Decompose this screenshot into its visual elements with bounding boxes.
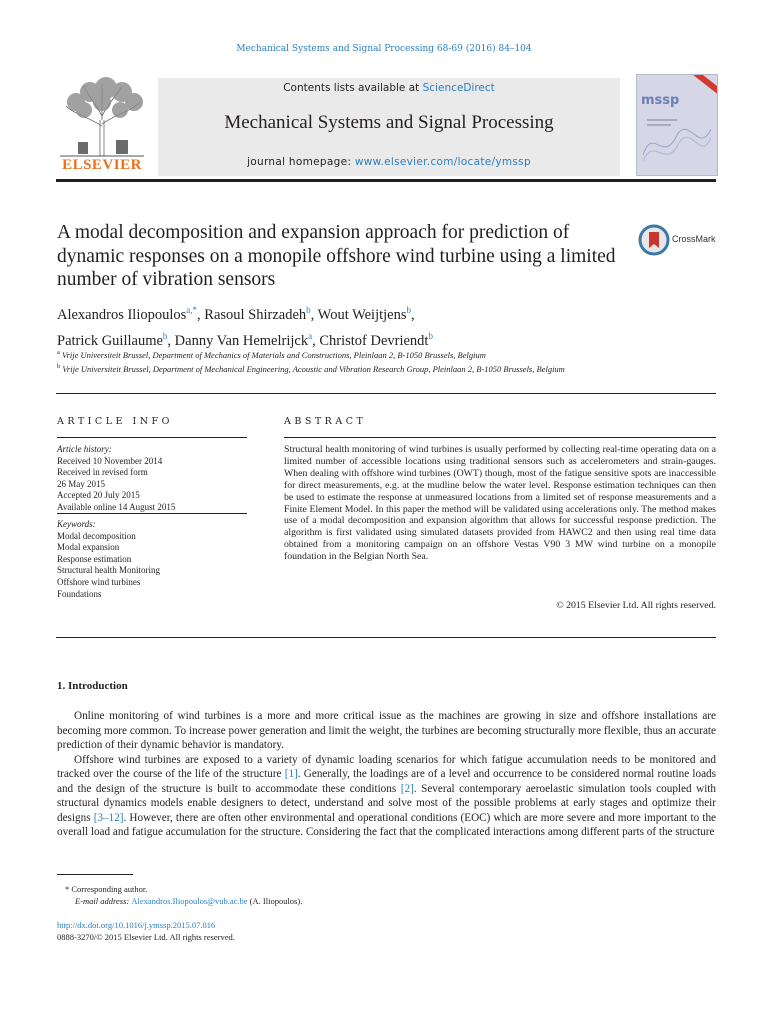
cover-ribbon bbox=[689, 74, 718, 97]
keyword-item: Foundations bbox=[57, 588, 102, 599]
contents-line: Contents lists available at ScienceDirect bbox=[283, 82, 495, 94]
author-affiliation-mark[interactable]: b bbox=[306, 305, 311, 315]
journal-reference-link[interactable]: Mechanical Systems and Signal Processing 68-69 (2016) 84–104 bbox=[236, 44, 532, 54]
cover-wave-graphic bbox=[643, 115, 711, 171]
article-history bbox=[57, 444, 247, 514]
corresponding-author-line: * Corresponding author. bbox=[65, 884, 148, 894]
article-title: A modal decomposition and expansion approach for prediction of dynamic responses on a monopile offshore wind turbine using a limited number of vibration sensors bbox=[57, 222, 616, 290]
keyword-item: Modal expansion bbox=[57, 542, 120, 553]
author-name[interactable]: Rasoul Shirzadeh bbox=[204, 306, 307, 323]
masthead-rule bbox=[56, 179, 716, 182]
abstract-text: Structural health monitoring of wind turbines is usually performed by collecting real-time operating data on a limited number of accessible locations using traditional sensors such as accelerometers and strain-gauges. When dealing with offshore wind turbines (OWT) though, most of the fatigue sensitive spots are inaccessible for direct measurements, e.g. at the mudline below the water level. Response estimation techniques can then be used to estimate the response at unmeasured locations from a limited set of response measurements and a Finite Element Model. In this paper the method will be validated using accelerations only. The method makes use of a modal decomposition and expansion algorithm that allows for successful response prediction. The algorithm is first validated using simulated datasets provided from HAWC2 and then using real time data obtained from a monitoring campaign on an offshore Vestas V90 3 MW wind turbine on a monopile foundation in the Belgian North Sea. bbox=[284, 444, 716, 563]
history-item: Received in revised form bbox=[57, 467, 148, 478]
introduction-body bbox=[57, 709, 716, 840]
citation-link[interactable]: [3–12] bbox=[93, 811, 124, 824]
homepage-line: journal homepage: www.elsevier.com/locate/ymssp bbox=[247, 156, 531, 168]
keyword-item: Offshore wind turbines bbox=[57, 576, 141, 587]
doi-block bbox=[57, 920, 697, 943]
keywords-label: Keywords: bbox=[57, 519, 96, 529]
abstract-copyright: © 2015 Elsevier Ltd. All rights reserved. bbox=[556, 600, 716, 611]
email-link[interactable]: Alexandros.Iliopoulos@vub.ac.be bbox=[131, 895, 248, 906]
crossmark-label: CrossMark bbox=[672, 234, 716, 244]
keywords bbox=[57, 519, 247, 600]
crossmark-badge[interactable] bbox=[638, 224, 718, 254]
article-info-rule bbox=[57, 513, 247, 514]
history-item: Accepted 20 July 2015 bbox=[57, 490, 140, 501]
paragraph: Online monitoring of wind turbines is a more and more critical issue as the machines are growing in size and offshore installations are becoming more common. To increase power generation and limit the weight, the turbines are becoming structurally more flexible, thus an accurate prediction of their dynamic behavior is mandatory. bbox=[57, 710, 716, 751]
history-label: Article history: bbox=[57, 444, 112, 454]
affiliation-item: $^a$ Vrije Universiteit Brussel, Department of Mechanics of Materials and Constructions, Pleinlaan 2, B-1050 Brussels, Belgium bbox=[57, 349, 486, 360]
cover-title: mssp bbox=[641, 93, 680, 108]
author-affiliation-mark[interactable]: b bbox=[428, 330, 433, 341]
elsevier-tree-logo bbox=[56, 76, 148, 176]
abstract-heading: ABSTRACT bbox=[284, 416, 367, 427]
citation-link[interactable]: [1] bbox=[284, 768, 298, 780]
affiliation-item: $^b$ Vrije Universiteit Brussel, Department of Mechanical Engineering, Acoustic and Vibration Research Group, Pleinlaan 2, B-1050 Brussels, Belgium bbox=[57, 363, 565, 375]
paragraph: Offshore wind turbines are exposed to a variety of dynamic loading scenarios for which fatigue accumulation needs to be monitored and tracked over the course of the life of the structure [1]. Generally, the loadings are of a level and occurrence to be considered normal routine loads and the design of the structure is built to accommodate these conditions [2]. Several contemporary aeroelastic simulation tools coupled with structural dynamics models enable designers to detect, understand and solve most of the possible problems at early stages and optimize their designs [3–12]. However, there are often other environmental and operational conditions (EOC) which are more severe and more important to the overall load and fatigue accumulation for the structure. Considering the fact that the complicated interactions among different parts of the structure bbox=[57, 753, 717, 838]
corresponding-author-footnote bbox=[57, 884, 697, 907]
section-divider bbox=[56, 393, 716, 394]
author-affiliation-mark[interactable]: a,* bbox=[186, 305, 198, 315]
doi-link[interactable]: http://dx.doi.org/10.1016/j.ymssp.2015.07.016 bbox=[57, 920, 216, 930]
crossmark-icon bbox=[638, 224, 670, 256]
elsevier-wordmark: ELSEVIER bbox=[62, 157, 142, 173]
introduction-heading: 1. Introduction bbox=[57, 680, 128, 692]
author-list: Alexandros Iliopoulos$^{a,*}$, Rasoul Shirzadeh$^b$, Wout Weijtjens$^b$, Patrick Guillaume$^b$, Danny Van Hemelrijck$^a$, Christof Devriendt$^b$ bbox=[57, 305, 433, 349]
citation-link[interactable]: [2] bbox=[400, 782, 414, 795]
author-name[interactable]: Christof Devriendt bbox=[319, 332, 429, 349]
keyword-item: Response estimation bbox=[57, 553, 132, 564]
affiliations bbox=[57, 347, 617, 376]
journal-homepage-link[interactable]: www.elsevier.com/locate/ymssp bbox=[354, 156, 531, 168]
author-affiliation-mark[interactable]: a bbox=[308, 330, 313, 341]
history-item: Received 10 November 2014 bbox=[57, 455, 163, 466]
author-name[interactable]: Patrick Guillaume bbox=[57, 332, 163, 349]
author-affiliation-mark[interactable]: b bbox=[406, 305, 411, 315]
elsevier-tree-icon bbox=[56, 76, 148, 158]
article-info-heading: ARTICLE INFO bbox=[57, 416, 173, 427]
history-item: Available online 14 August 2015 bbox=[57, 501, 176, 512]
journal-cover-thumbnail[interactable] bbox=[636, 74, 718, 176]
email-line: E-mail address: Alexandros.Iliopoulos@vub.ac.be (A. Iliopoulos). bbox=[75, 895, 303, 906]
article-info-rule bbox=[57, 437, 247, 438]
journal-masthead bbox=[56, 70, 716, 176]
author-name[interactable]: Alexandros Iliopoulos bbox=[57, 306, 187, 323]
journal-title: Mechanical Systems and Signal Processing bbox=[224, 112, 554, 133]
keyword-item: Modal decomposition bbox=[57, 530, 136, 541]
author-name[interactable]: Wout Weijtjens bbox=[317, 306, 407, 323]
author-name[interactable]: Danny Van Hemelrijck bbox=[174, 332, 309, 349]
author-affiliation-mark[interactable]: b bbox=[162, 330, 168, 341]
sciencedirect-link[interactable]: ScienceDirect bbox=[422, 82, 495, 94]
footnote-rule bbox=[57, 874, 133, 875]
issn-line: 0888-3270/© 2015 Elsevier Ltd. All rights reserved. bbox=[57, 931, 235, 942]
abstract-rule bbox=[284, 437, 716, 438]
history-item: 26 May 2015 bbox=[57, 478, 105, 489]
section-divider bbox=[56, 637, 716, 638]
keyword-item: Structural health Monitoring bbox=[57, 565, 160, 576]
